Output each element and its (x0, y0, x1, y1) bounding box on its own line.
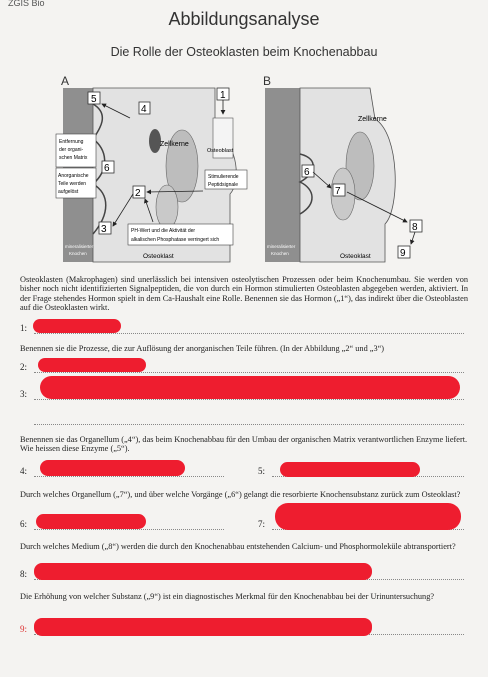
answer-label-1: 1: (20, 323, 28, 333)
redaction-4 (40, 460, 185, 476)
answer-line-1[interactable] (34, 333, 464, 334)
bone-b (265, 88, 300, 262)
label-entfernung-1: Entfernung (59, 139, 84, 145)
panel-a (56, 74, 247, 262)
answer-label-2: 2: (20, 362, 28, 372)
page-subtitle: Die Rolle der Osteoklasten beim Knochenabbau (110, 45, 378, 59)
redaction-2 (38, 358, 146, 372)
marker-1: 1 (220, 90, 226, 101)
answer-label-7: 7: (258, 519, 266, 529)
label-entfernung-3: schen Matrix (59, 155, 88, 161)
marker-2: 2 (135, 188, 141, 199)
marker-9: 9 (400, 248, 406, 259)
marker-5: 5 (91, 94, 97, 105)
label-osteoklast-b: Osteoklast (340, 253, 371, 260)
marker-7: 7 (335, 186, 341, 197)
marker-6b: 6 (304, 167, 310, 178)
marker-8: 8 (412, 222, 418, 233)
label-min-b-1: mineralisierter (267, 244, 296, 249)
label-stim-1: Stimulierende (208, 174, 239, 180)
answer-label-3: 3: (20, 389, 28, 399)
question-8: Durch welches Medium („8“) werden die durch den Knochenabbau entstehenden Calcium- und Phosphormoleküle abtransportiert? (20, 542, 456, 551)
label-ph-1: PH-Wert und die Aktivität der (131, 228, 196, 234)
answer-label-4: 4: (20, 466, 28, 476)
redaction-9 (34, 618, 372, 636)
page-title: Abbildungsanalyse (168, 9, 320, 29)
answer-line-3b[interactable] (34, 424, 464, 425)
label-min-a-2: Knochen (69, 251, 87, 256)
question-4-5: Benennen sie das Organellum („4“), das beim Knochenabbau für den Umbau der organischen Matrix verantwortlichen Enzyme liefert. Wie heissen diese Enzyme („5“). (20, 435, 468, 454)
label-entfernung-2: der organi- (59, 147, 84, 153)
answer-label-5: 5: (258, 466, 266, 476)
answer-label-8: 8: (20, 569, 28, 579)
label-min-b-2: Knochen (271, 251, 289, 256)
label-zellkerne-a: Zellkerne (160, 141, 189, 148)
label-zellkerne-b: Zellkerne (358, 116, 387, 123)
panel-a-label: A (61, 74, 70, 88)
redaction-3 (40, 376, 460, 399)
question-9: Die Erhöhung von welcher Substanz („9“) ist ein diagnostisches Merkmal für den Knochenabbau bei der Urinuntersuchung? (20, 592, 435, 601)
page-scrap-text: ZGIS Bio (8, 0, 45, 8)
answer-label-9: 9: (20, 624, 28, 634)
answer-line-4[interactable] (34, 476, 224, 477)
label-min-a-1: mineralisierter (65, 244, 94, 249)
panel-b-label: B (263, 74, 272, 88)
answer-line-6[interactable] (34, 529, 224, 530)
marker-3: 3 (101, 224, 107, 235)
marker-4: 4 (141, 104, 147, 115)
marker-6a: 6 (104, 163, 110, 174)
label-osteoblast: Osteoblast (207, 148, 234, 154)
label-osteoklast-a: Osteoklast (143, 253, 174, 260)
redaction-7 (275, 503, 461, 530)
question-2-3: Benennen sie die Prozesse, die zur Auflösung der anorganischen Teile führen. (In der Abbildung „2“ und „3“) (20, 344, 385, 353)
label-stim-2: Peptidsignale (208, 182, 239, 188)
answer-line-3[interactable] (34, 399, 464, 400)
panel-b (263, 74, 422, 262)
label-anorg-1: Anorganische (58, 173, 89, 179)
answer-label-6: 6: (20, 519, 28, 529)
intro-paragraph: Osteoklasten (Makrophagen) sind unerlässlich bei intensiven osteolytischen Prozessen oder beim Knochenumbau. Sie werden von bisher noch nicht identifizierten Signalpeptiden, die von durch ein Hormon stimulierten Osteoblasten abgegeben werden, aktiviert. In der Frage stehendes Hormon spielt in dem Ca-Haushalt eine Rolle. Benennen sie das Hormon („1“), das indirekt über die Osteoblasten auf die Osteoklasten wirkt. (20, 275, 468, 312)
label-anorg-3: aufgelöst (58, 189, 79, 195)
redaction-5 (280, 462, 420, 477)
redaction-1 (33, 319, 121, 333)
question-6-7: Durch welches Organellum („7“), und über welche Vorgänge („6“) gelangt die resorbierte Knochensubstanz zurück zum Osteoklast? (20, 490, 461, 499)
label-anorg-2: Teile werden (58, 181, 87, 187)
label-ph-2: alkalischen Phosphatase verringert sich (131, 237, 220, 243)
osteoclast-figure (55, 74, 435, 269)
answer-line-2[interactable] (34, 372, 464, 373)
redaction-8 (34, 563, 372, 580)
redaction-6 (36, 514, 146, 529)
